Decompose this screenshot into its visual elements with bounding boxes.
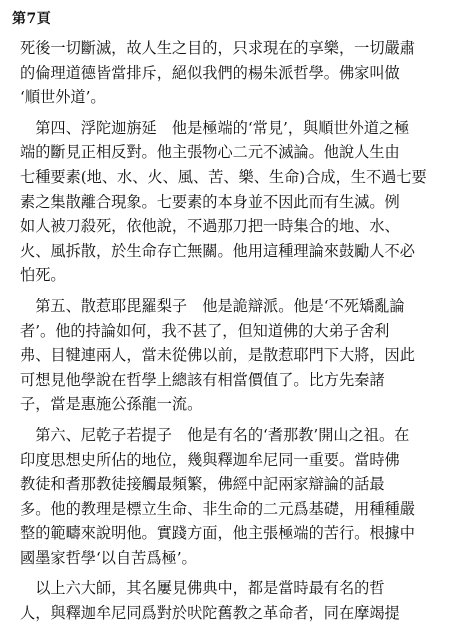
text-line: 多。他的教理是標立生命、非生命的二元爲基礎，用種種嚴 (20, 499, 415, 518)
text-line: 如人被刀殺死，依他說，不過那刀把一時集合的地、水、 (20, 217, 400, 236)
text-line: 端的斷見正相反對。他主張物心二元不滅論。他說人生由 (20, 143, 400, 162)
text-line: 國墨家哲學‘以自苦爲極’。 (20, 548, 197, 567)
text-line: 第四、浮陀迦旃延 他是極端的‘常見’，與順世外道之極 (20, 118, 410, 137)
page-header: 第7頁 (12, 11, 52, 27)
text-line: 教徒和耆那教徒接觸最頻繁，佛經中記兩家辯論的話最 (20, 475, 385, 494)
text-line: 火、風拆散，於生命存亡無關。他用這種理論來鼓勵人不必 (20, 241, 415, 260)
text-line: 第六、尼乾子若提子 他是有名的‘耆那教’開山之祖。在 (20, 425, 410, 444)
text-line: 死後一切斷滅，故人生之目的，只求現在的享樂，一切嚴肅 (20, 39, 415, 57)
text-line: 印度思想史所佔的地位，幾與釋迦牟尼同一重要。當時佛 (20, 450, 400, 469)
text-line: 者’。他的持論如何，我不甚了，但知道佛的大弟子舍利 (20, 321, 390, 340)
paragraph-1 (20, 36, 446, 110)
paragraph-4 (20, 423, 446, 571)
text-line: 素之集散離合現象。七要素的本身並不因此而有生滅。例 (20, 192, 400, 211)
text-line: 的倫理道德皆當排斥，絕似我們的楊朱派哲學。佛家叫做 (20, 63, 400, 82)
text-line: ‘順世外道’。 (20, 88, 106, 107)
text-line: 整的範疇來說明他。實踐方面，他主張極端的苦行。根據中 (20, 524, 415, 543)
text-line: 子，當是惠施公孫龍一流。 (20, 395, 203, 414)
text-line: 以上六大師，其名屢見佛典中，都是當時最有名的哲 (20, 579, 385, 598)
paragraph-3 (20, 294, 446, 417)
text-line: 人，與釋迦牟尼同爲對於吠陀舊教之革命者，同在摩竭提 (20, 604, 400, 623)
text-line: 七種要素(地、水、火、風、苦、樂、生命)合成，生不過七要 (20, 167, 427, 186)
paragraph-2 (20, 116, 446, 288)
text-line: 怕死。 (20, 266, 66, 285)
text-line: 可想見他學說在哲學上總該有相當價值了。比方先秦諸 (20, 370, 385, 389)
text-line: 第五、散惹耶毘羅梨子 他是詭辯派。他是‘不死矯亂論 (20, 296, 405, 315)
body-text (20, 36, 446, 626)
text-line: 弗、目犍連兩人，當未從佛以前，是散惹耶門下大將，因此 (20, 346, 415, 365)
paragraph-5 (20, 576, 446, 625)
